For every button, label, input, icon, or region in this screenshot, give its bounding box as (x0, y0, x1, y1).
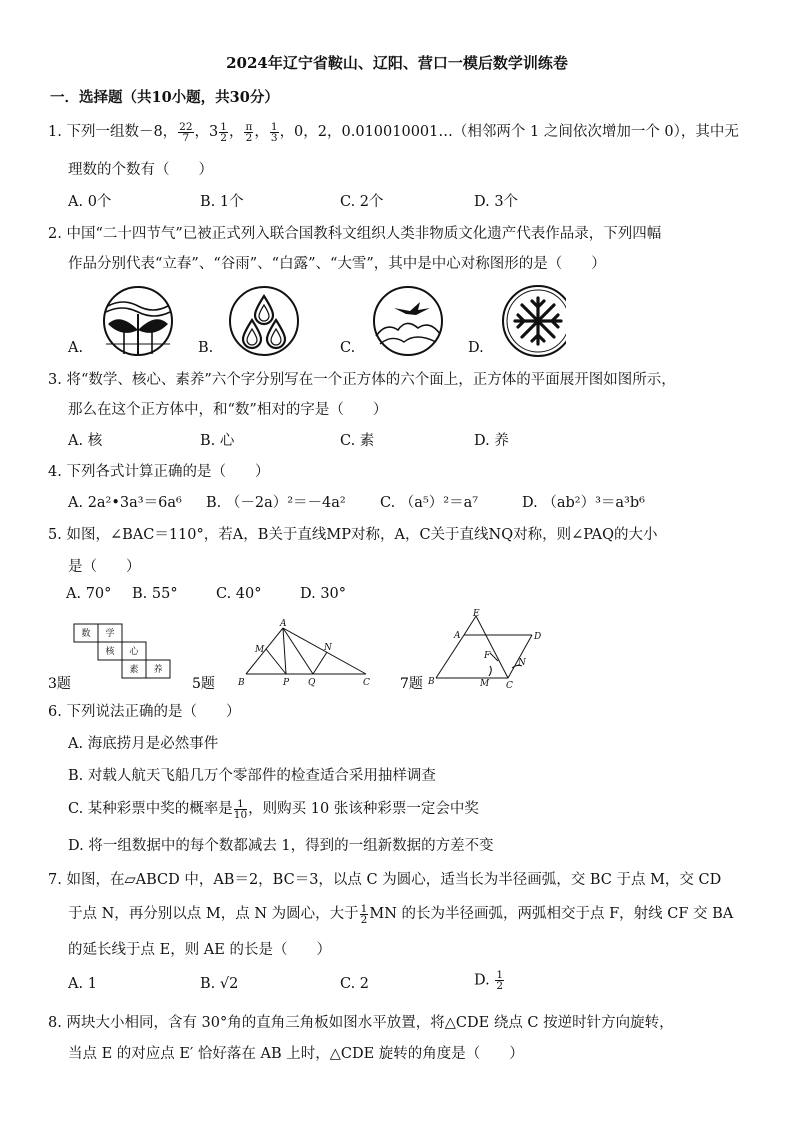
parallelogram-figure (436, 616, 532, 678)
q7-option-c: C. 2 (340, 976, 370, 992)
fraction: $\frac{1}{2}$ (220, 120, 227, 144)
q1-option-d: D. 3个 (474, 194, 519, 210)
q7-line3: 的延长线于点 E，则 AE 的长是（ ） (68, 942, 331, 958)
point-label: F (484, 651, 491, 661)
point-label: M (255, 645, 265, 655)
point-label: A (280, 619, 287, 629)
fraction: $\frac{\pi}{2}$ (245, 120, 253, 144)
q5-line1: 5. 如图，∠BAC＝110°，若A，B关于直线MP对称，A，C关于直线NQ对称，则∠PAQ的大小 (48, 527, 658, 543)
point-label: Q (308, 678, 316, 688)
point-label: E (473, 609, 480, 619)
point-label: A (454, 631, 461, 641)
point-label: B (428, 677, 435, 687)
fraction: $\frac{1}{2}$ (496, 969, 504, 992)
q7-option-d: D. $\frac{1}{2}$ (474, 969, 504, 992)
q8-line1: 8. 两块大小相同，含有 30°角的直角三角板如图水平放置，将△CDE 绕点 C 按逆时针方向旋转， (48, 1015, 674, 1031)
fig5-label: 5题 (192, 676, 215, 692)
fig3-label: 3题 (48, 676, 71, 692)
point-label: B (238, 678, 245, 688)
point-label: D (534, 632, 542, 642)
q5-line2: 是（ ） (68, 559, 141, 575)
q2-line2: 作品分别代表“立春”、“谷雨”、“白露”、“大雪”，其中是中心对称图形的是（ ） (68, 256, 606, 272)
q2-option-c: C. (340, 340, 356, 356)
q3-option-b: B. 心 (200, 433, 235, 449)
q4-line1: 4. 下列各式计算正确的是（ ） (48, 464, 270, 480)
fig7-label: 7题 (400, 676, 423, 692)
q3-option-a: A. 核 (68, 433, 103, 449)
point-label: N (324, 643, 332, 653)
fraction: $\frac{1}{3}$ (270, 120, 278, 144)
q5-option-d: D. 30° (300, 586, 347, 602)
point-label: C (506, 681, 513, 691)
q6-line1: 6. 下列说法正确的是（ ） (48, 704, 241, 720)
q7-option-a: A. 1 (68, 976, 97, 992)
q5-option-c: C. 40° (216, 586, 262, 602)
point-label: C (363, 678, 370, 688)
rain-drops-image (230, 287, 298, 355)
q3-line1: 3. 将“数学、核心、素养”六个字分别写在一个正方体的六个面上，正方体的平面展开图如图所示， (48, 372, 676, 388)
q4-option-b: B. （－2a）²＝－4a² (206, 495, 346, 511)
section-heading: 一．选择题（共10小题，共30分） (50, 89, 279, 106)
q1-line1: 1. 下列一组数－8， $\frac{22}{7}$ ，3 $\frac{1}{2}$ ， $\frac{\pi}{2}$ ， $\frac{1}{3}$ ，0，2，0.010010001…（相邻两个 1 之间依次增加一个 0），其中无 (48, 120, 739, 144)
q3-line2: 那么在这个正方体中，和“数”相对的字是（ ） (68, 402, 388, 418)
q2-line1: 2. 中国“二十四节气”已被正式列入联合国教科文组织人类非物质文化遗产代表作品录，下列四幅 (48, 226, 662, 242)
page-title: 2024年辽宁省鞍山、辽阳、营口一模后数学训练卷 (226, 54, 568, 72)
solar-term-images (96, 284, 566, 358)
net-cell: 心 (129, 647, 139, 657)
q6-option-c: C. 某种彩票中奖的概率是 $\frac{1}{10}$ ，则购买 10 张该种彩票一定会中奖 (68, 797, 479, 821)
q7-line2: 于点 N，再分别以点 M，点 N 为圆心，大于 $\frac{1}{2}$ MN 的长为半径画弧，两弧相交于点 F，射线 CF 交 BA (68, 902, 734, 926)
q6-option-b: B. 对载人航天飞船几万个零部件的检查适合采用抽样调查 (68, 768, 436, 784)
q5-option-a: A. 70° (66, 586, 112, 602)
point-label: P (283, 678, 290, 688)
q2-option-d: D. (468, 340, 484, 356)
q7-option-b: B. √2 (200, 976, 239, 992)
net-cell: 数 (81, 629, 91, 639)
q2-option-b: B. (198, 340, 214, 356)
q8-line2: 当点 E 的对应点 E′ 恰好落在 AB 上时，△CDE 旋转的角度是（ ） (68, 1046, 524, 1062)
net-cell: 学 (105, 629, 115, 639)
q6-option-d: D. 将一组数据中的每个数都减去 1，得到的一组新数据的方差不变 (68, 838, 494, 854)
net-cell: 核 (105, 647, 115, 657)
q4-option-d: D. （ab²）³＝a³b⁶ (522, 495, 645, 511)
q7-line1: 7. 如图，在▱ABCD 中，AB＝2，BC＝3，以点 C 为圆心，适当长为半径画弧，交 BC 于点 M，交 CD (48, 872, 722, 888)
q2-option-a: A. (68, 340, 84, 356)
figures-row (46, 608, 566, 694)
q4-option-c: C. （a⁵）²＝a⁷ (380, 495, 479, 511)
q1-option-c: C. 2个 (340, 194, 384, 210)
fraction: $\frac{22}{7}$ (179, 120, 193, 144)
snowflake-image (503, 286, 566, 356)
q3-option-d: D. 养 (474, 433, 509, 449)
net-cell: 素 (129, 665, 139, 675)
q4-option-a: A. 2a²•3a³＝6a⁶ (68, 495, 182, 511)
q1-option-a: A. 0个 (68, 194, 112, 210)
q1-option-b: B. 1个 (200, 194, 244, 210)
net-cell: 养 (153, 665, 163, 675)
fraction: $\frac{1}{2}$ (360, 902, 368, 926)
point-label: M (480, 679, 490, 689)
q6-option-a: A. 海底捞月是必然事件 (68, 736, 219, 752)
spring-sprout-image (104, 287, 172, 355)
q1-line2: 理数的个数有（ ） (68, 162, 213, 178)
fraction: $\frac{1}{10}$ (233, 797, 248, 821)
point-label: N (518, 658, 526, 668)
bird-clouds-image (374, 287, 442, 355)
q5-option-b: B. 55° (132, 586, 178, 602)
q3-option-c: C. 素 (340, 433, 375, 449)
